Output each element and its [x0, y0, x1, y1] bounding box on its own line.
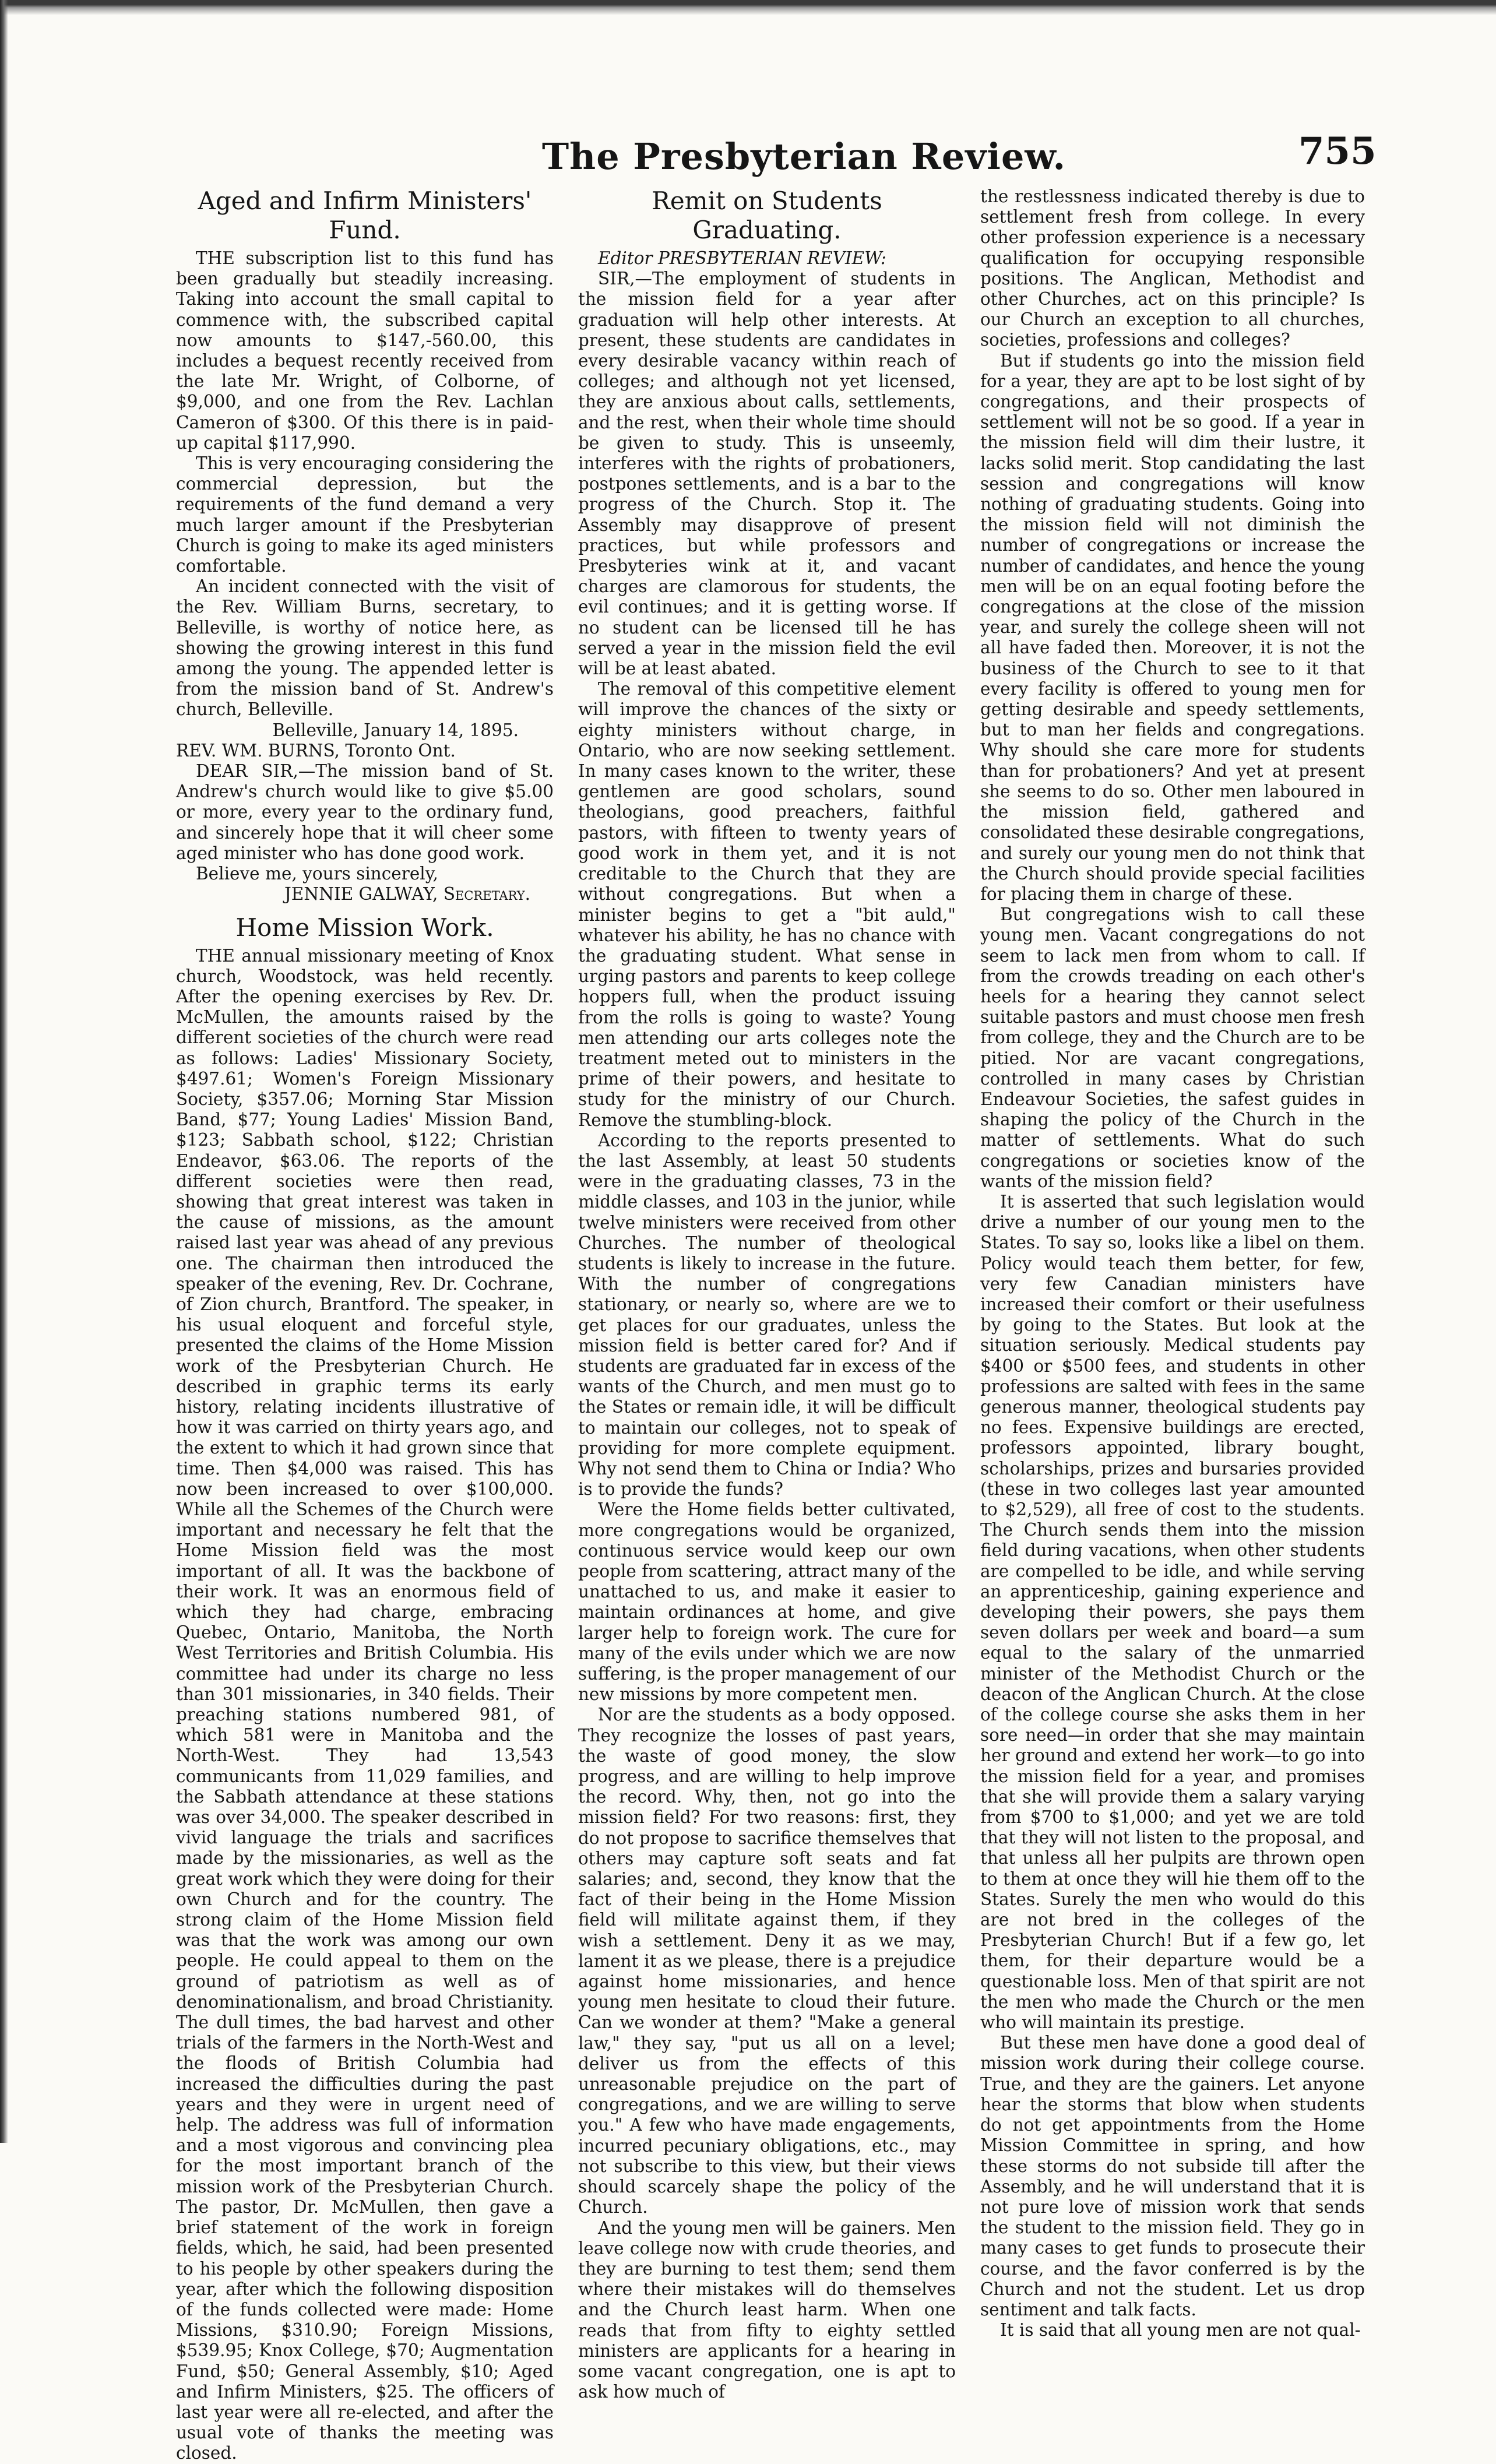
article-paragraph: It is asserted that such legislation would drive a number of our young men to the States. To say so, looks like a libel on them. Policy would teach them better, for few, very few Canadian ministers have increased their comfort or their usefulness by going to the States. But look at the situation seriously. Medical students pay $400 or $500 fees, and students in other professions are salted with fees in the same generous manner, theological students pay no fees. Expensive buildings are erected, professors appointed, library bought, scholarships, prizes and bursaries provided (these in two colleges last year amounted to $2,529), all free of cost to the students. The Church sends them into the mission field during vacations, when other students are compelled to be idle, and while serving an apprenticeship, gaining experience and developing their powers, she pays them seven dollars per week and board—a sum equal to the salary of the unmarried minister of the Methodist Church or the deacon of the Anglican Church. At the close of the college course she asks them in her sore need—in order that she may maintain her ground and extend her work—to go into the mission field for a year, and promises that she will provide them a salary varying from $700 to $1,000; and yet we are told that they will not listen to the proposal, and that unless all her pulpits are thrown open to them at once they will hie them off to the States. Surely the men who would do this are not bred in the colleges of the Presbyterian Church! But if a few go, let them, for their departure would be a questionable loss. Men of that spirit are not the men who made the Church or the men who will maintain its prestige. [980, 1191, 1365, 2033]
article-title-remit-students: Remit on Students Graduating. [652, 186, 882, 244]
article-paragraph: But these men have done a good deal of mission work during their college course. True, and they are the gainers. Let anyone hear the storms that blow when students do not get appointments from the Home Mission Committee in spring, and how these storms do not subside till after the Assembly, and he will understand that it is not pure love of mission work that sends the student to the mission field. They go in many cases to get funds to prosecute their course, and the favor conferred is by the Church and not the student. Let us drop sentiment and talk facts. [980, 2033, 1365, 2319]
article-paragraph: It is said that all young men are not qual- [1000, 2320, 1361, 2340]
article-paragraph: Nor are the students as a body opposed. They recognize the losses of past years, the waste of good money, the slow progress, and are willing to help improve the record. Why, then, not go into the mission field? For two reasons: first, they do not propose to sacrifice themselves that others may capture soft seats and fat salaries; and, second, they know that the fact of their being in the Home Mission field will militate against them, if they wish a settlement. Deny it as we may, lament it as we please, there is a prejudice against home missionaries, and hence young men hesitate to cloud their future. Can we wonder at them? "Make a general law," they say, "put us all on a level; deliver us from the effects of this unreasonable prejudice on the part of congregations, and we are willing to serve you." A few who have made engagements, incurred pecuniary obligations, etc., may not subscribe to this view, but their views should scarcely shape the policy of the Church. [578, 1705, 956, 2217]
editor-salutation: Editor PRESBYTERIAN REVIEW: [598, 248, 886, 268]
letter-body: DEAR SIR,—The mission band of St. Andrew's church would like to give $5.00 or more, every year to the ordinary fund, and sincerely hope that it will cheer some aged minister who has done good work. [176, 761, 554, 863]
article-paragraph: Were the Home fields better cultivated, more congregations would be organized, continuous service would keep our own people from scattering, attract many of the unattached to us, and make it easier to maintain ordinances at home, and give larger help to foreign work. The cure for many of the evils under which we are now suffering, is the proper management of our new missions by more competent men. [578, 1499, 956, 1705]
article-paragraph: According to the reports presented to the last Assembly, at least 50 students were in the graduating classes, 73 in the middle classes, and 103 in the junior, while twelve ministers were received from other Churches. The number of theological students is likely to increase in the future. With the number of congregations stationary, or nearly so, where are we to get places for our graduates, unless the mission field is better cared for? And if students are graduated far in excess of the wants of the Church, and men must go to the States or remain idle, it will be difficult to maintain our colleges, not to speak of providing for more complete equipment. Why not send them to China or India? Who is to provide the funds? [578, 1130, 956, 1499]
column-right [980, 186, 1365, 2340]
article-title-home-mission-work: Home Mission Work. [235, 913, 494, 942]
article-paragraph: An incident connected with the visit of the Rev. William Burns, secretary, to Belleville, is worthy of notice here, as showing the growing interest in this fund among the young. The appended letter is from the mission band of St. Andrew's church, Belleville. [176, 576, 554, 720]
letter-closing: Believe me, yours sincerely, [196, 864, 438, 884]
letter-date: Belleville, January 14, 1895. [272, 720, 519, 740]
article-paragraph: The removal of this competitive element will improve the chances of the sixty or eighty ministers without charge, in Ontario, who are now seeking settlement. In many cases known to the writer, these gentlemen are good scholars, sound theologians, good preachers, faithful pastors, with fifteen to twenty years of good work in them yet, and it is not creditable to the Church that they are without congregations. But when a minister begins to get a "bit auld," whatever his ability, he has no chance with the graduating student. What sense in urging pastors and parents to keep college hoppers full, when the product issuing from the rolls is going to waste? Young men attending our arts colleges note the treatment meted out to ministers in the prime of their powers, and hesitate to study for the ministry of our Church. Remove the stumbling-block. [578, 679, 956, 1130]
running-head: The Presbyterian Review. [542, 135, 1066, 178]
article-paragraph: THE annual missionary meeting of Knox church, Woodstock, was held recently. After the opening exercises by Rev. Dr. McMullen, the amounts raised by the different societies of the church were read as follows: Ladies' Missionary Society, $497.61; Women's Foreign Missionary Society, $357.06; Morning Star Mission Band, $77; Young Ladies' Mission Band, $123; Sabbath school, $122; Christian Endeavor, $63.06. The reports of the different societies were then read, showing that great interest was taken in the cause of missions, as the amount raised last year was ahead of any previous one. The chairman then introduced the speaker of the evening, Rev. Dr. Cochrane, of Zion church, Brantford. The speaker, in his usual eloquent and forceful style, presented the claims of the Home Mission work of the Presbyterian Church. He described in graphic terms its early history, relating incidents illustrative of how it was carried on thirty years ago, and the extent to which it had grown since that time. Then $4,000 was raised. This has now been increased to over $100,000. While all the Schemes of the Church were important and necessary he felt that the Home Mission field was the most important of all. It was the backbone of their work. It was an enormous field of which they had charge, embracing Quebec, Ontario, Manitoba, the North West Territories and British Columbia. His committee had under its charge no less than 301 missionaries, in 340 fields. Their preaching stations numbered 981, of which 581 were in Manitoba and the North-West. They had 13,543 communicants from 11,029 families, and the Sabbath attendance at these stations was over 34,000. The speaker described in vivid language the trials and sacrifices made by the missionaries, as well as the great work which they were doing for their own Church and for the country. The strong claim of the Home Mission field was that the work was among our own people. He could appeal to them on the ground of patriotism as well as of denominationalism, and broad Christianity. The dull times, the bad harvest and other trials of the farmers in the North-West and the floods of British Columbia had increased the difficulties during the past years and they were in urgent need of help. The address was full of information and a most vigorous and convincing plea for the most important branch of the mission work of the Presbyterian Church. The pastor, Dr. McMullen, then gave a brief statement of the work in foreign fields, which, he said, had been presented to his people by other speakers during the year, after which the following disposition of the funds collected were made: Home Missions, $310.90; Foreign Missions, $539.95; Knox College, $70; Augmentation Fund, $50; General Assembly, $10; Aged and Infirm Ministers, $25. The officers of last year were all re-elected, and after the usual vote of thanks the meeting was closed. [176, 945, 554, 2463]
letter-addressee: REV. WM. BURNS, Toronto Ont. [176, 740, 456, 761]
top-edge-rule [0, 0, 1496, 15]
article-paragraph: This is very encouraging considering the commercial depression, but the requirements of the fund demand a very much larger amount if the Presbyterian Church is going to make its aged ministers comfortable. [176, 453, 554, 576]
article-paragraph: THE subscription list to this fund has been gradually but steadily increasing. Taking into account the small capital to commence with, the subscribed capital now amounts to $147,-560.00, this includes a bequest recently received from the late Mr. Wright, of Colborne, of $9,000, and one from the Rev. Lachlan Cameron of $300. Of this there is in paid-up capital $117,990. [176, 248, 554, 453]
article-paragraph: But if students go into the mission field for a year, they are apt to be lost sight of by congregations, and their prospects of settlement will not be so good. If a year in the mission field will dim their lustre, it lacks solid merit. Stop candidating the last session and congregations will know nothing of graduating students. Going into the mission field will not diminish the number of congregations or increase the number of candidates, and hence the young men will be on an equal footing before the congregations at the close of the mission year, and surely the college sheen will not all have faded then. Moreover, it is not the business of the Church to see to it that every facility is offered to young men for getting desirable and speedy settlements, but to man her fields and congregations. Why should she care more for students than for probationers? And yet at present she seems to do so. Other men laboured in the mission field, gathered and consolidated these desirable congregations, and surely our young men do not think that the Church should provide special facilities for placing them in charge of these. [980, 350, 1365, 904]
column-middle [578, 186, 956, 2402]
article-paragraph: SIR,—The employment of students in the mission field for a year after graduation will help other interests. At present, these students are candidates in every desirable vacancy within reach of colleges; and although not yet licensed, they are anxious about calls, settlements, and the rest, when their whole time should be given to study. This is unseemly, interferes with the rights of probationers, postpones settlements, and is a bar to the progress of the Church. Stop it. The Assembly may disapprove of present practices, but while professors and Presbyteries wink at it, and vacant charges are clamorous for students, the evil continues; and it is getting worse. If no student can be licensed till he has served a year in the mission field the evil will be at least abated. [578, 269, 956, 679]
article-title-aged-infirm-fund: Aged and Infirm Ministers' Fund. [198, 186, 532, 244]
article-paragraph: But congregations wish to call these young men. Vacant congregations do not seem to lack men from whom to call. If from the crowds treading on each other's heels for a hearing they cannot select suitable pastors and must choose men fresh from college, they and the Church are to be pitied. Nor are vacant congregations, controlled in many cases by Christian Endeavour Societies, the safest guides in shaping the policy of the Church in the matter of settlements. What do such congregations or societies know of the wants of the mission field? [980, 904, 1365, 1191]
article-paragraph: And the young men will be gainers. Men leave college now with crude theories, and they are burning to test them; send them where their mistakes will do themselves and the Church least harm. When one reads that from fifty to eighty settled ministers are applicants for a hearing in some vacant congregation, one is apt to ask how much of [578, 2217, 956, 2402]
article-paragraph: the restlessness indicated thereby is due to settlement fresh from college. In every other profession experience is a necessary qualification for occupying responsible positions. The Anglican, Methodist and other Churches, act on this principle? Is our Church an exception to all churches, societies, professions and colleges? [980, 186, 1365, 350]
letter-signature: JENNIE GALWAY, Secretary. [284, 884, 530, 904]
column-left [176, 186, 554, 2463]
page-number: 755 [1298, 129, 1377, 173]
left-binding-edge [0, 0, 8, 2143]
